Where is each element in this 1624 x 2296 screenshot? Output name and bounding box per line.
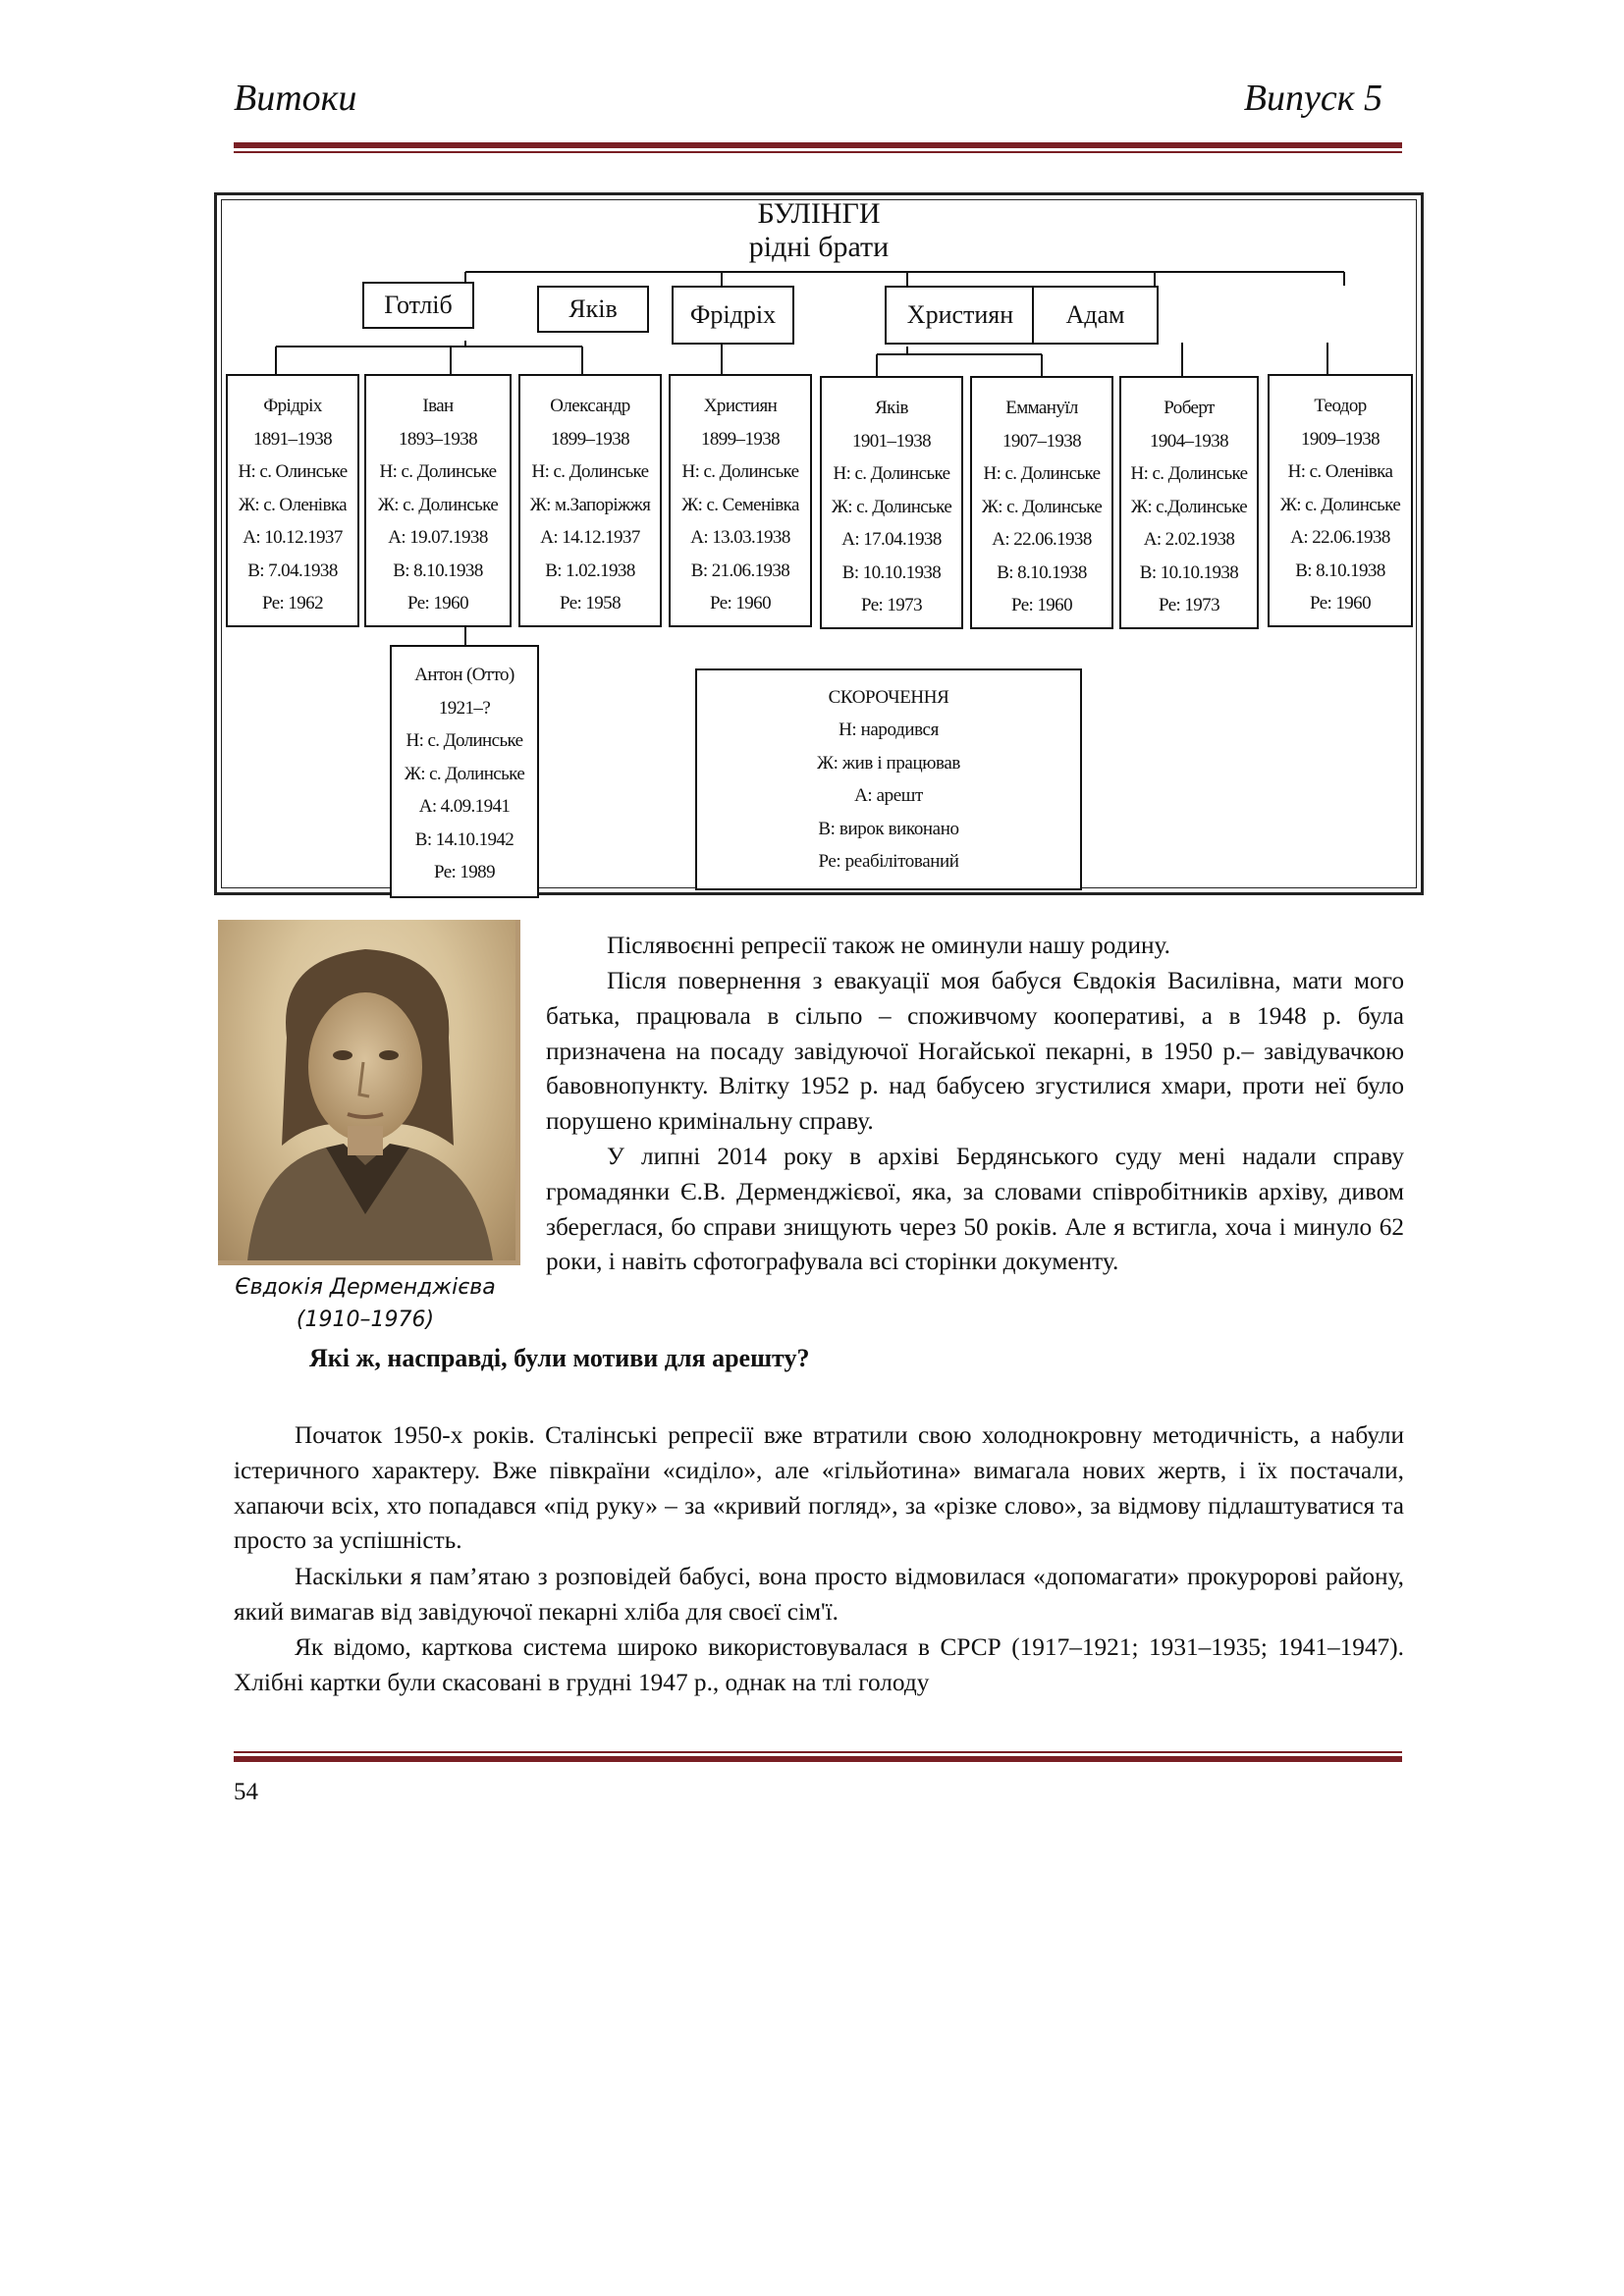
child-rehab: Ре: 1960 — [1011, 595, 1072, 615]
header-rule-thick — [234, 142, 1402, 148]
child-years: 1899–1938 — [550, 428, 630, 450]
child-rehab: Ре: 1960 — [407, 593, 468, 614]
child-born: Н: с. Долинське — [531, 461, 649, 482]
legend-title: СКОРОЧЕННЯ — [828, 686, 949, 708]
child-born: Н: с. Олинське — [238, 461, 348, 482]
child-rehab: Ре: 1960 — [1310, 593, 1371, 614]
tree-title: БУЛІНГИ — [757, 197, 881, 230]
parent-box-adam: Адам — [1032, 286, 1159, 345]
child-rehab: Ре: 1973 — [1159, 595, 1219, 615]
photo-caption-years: (1910–1976) — [296, 1308, 435, 1332]
parent-box-yakiv: Яків — [537, 286, 649, 333]
child-years: 1907–1938 — [1001, 430, 1082, 452]
paragraph-3: У липні 2014 року в архіві Бердянського суду мені надали справу громадянки Є.В. Дерменджієвої, яка, за словами співробітників архіву, дивом збереглася, бо справи знищують через 50 років. Але я встигла, хоча і минуло 62 роки, і навіть сфотографувала всі сторінки документу. — [546, 1143, 1404, 1276]
child-name: Яків — [875, 398, 908, 418]
child-rehab: Ре: 1960 — [710, 593, 771, 614]
child-arrest: А: 22.06.1938 — [1290, 527, 1390, 548]
child-box-emmanuil — [970, 376, 1113, 629]
child-sentence: В: 1.02.1938 — [545, 560, 635, 581]
child-name: Олександр — [550, 396, 630, 416]
child-name: Еммануїл — [1005, 398, 1078, 418]
child-years: 1904–1938 — [1149, 430, 1229, 452]
child-arrest: А: 4.09.1941 — [418, 796, 511, 817]
child-lived: Ж: с. Долинське — [981, 496, 1103, 517]
child-arrest: А: 13.03.1938 — [690, 527, 790, 548]
legend-item-rehab: Ре: реабілітований — [818, 851, 959, 872]
child-rehab: Ре: 1958 — [560, 593, 621, 614]
child-arrest: А: 22.06.1938 — [992, 529, 1092, 550]
child-box-hrystiyan-1899 — [669, 374, 812, 627]
child-sentence: В: 10.10.1938 — [1139, 561, 1239, 583]
child-born: Н: с. Долинське — [983, 463, 1101, 484]
child-years: 1899–1938 — [700, 428, 781, 450]
header-rule-thin — [234, 151, 1402, 153]
child-born: Н: с. Долинське — [681, 461, 799, 482]
child-name: Антон (Отто) — [414, 665, 514, 685]
page-number: 54 — [234, 1779, 258, 1805]
child-box-teodor — [1268, 374, 1413, 627]
footer-rule-thick — [234, 1756, 1402, 1762]
legend-item-arrest: А: арешт — [854, 785, 923, 806]
child-lived: Ж: с. Долинське — [404, 763, 525, 784]
child-rehab: Ре: 1989 — [434, 862, 495, 882]
parent-box-hrystiyan: Християн — [885, 286, 1036, 345]
running-header-issue: Випуск 5 — [1243, 78, 1382, 119]
portrait-photo — [218, 920, 520, 1265]
child-lived: Ж: с. Семенівка — [681, 494, 799, 515]
child-lived: Ж: м.Запоріжжя — [529, 494, 651, 515]
parent-box-gotlib: Готліб — [362, 282, 474, 329]
tree-subtitle: рідні брати — [748, 231, 890, 263]
child-sentence: В: 7.04.1938 — [247, 560, 338, 581]
paragraph-5: Наскільки я пам’ятаю з розповідей бабусі, вона просто відмовилася «допомагати» прокуророві району, який вимагав від завідуючої пекарні хліба для своєї сім'ї. — [234, 1563, 1404, 1626]
child-box-yakiv-1901 — [820, 376, 963, 629]
child-name: Іван — [422, 396, 454, 416]
portrait-image — [218, 920, 515, 1260]
child-arrest: А: 14.12.1937 — [540, 527, 640, 548]
child-rehab: Ре: 1973 — [861, 595, 922, 615]
child-box-fridrih-1891 — [226, 374, 359, 627]
child-years: 1891–1938 — [252, 428, 333, 450]
child-sentence: В: 14.10.1942 — [414, 828, 514, 850]
family-tree-diagram — [214, 192, 1424, 895]
section-heading: Які ж, насправді, були мотиви для арешту? — [309, 1344, 810, 1372]
child-born: Н: с. Долинське — [406, 730, 523, 751]
child-sentence: В: 10.10.1938 — [841, 561, 942, 583]
child-years: 1901–1938 — [851, 430, 932, 452]
child-box-ivan — [364, 374, 512, 627]
child-name: Роберт — [1164, 398, 1215, 418]
child-arrest: А: 19.07.1938 — [388, 527, 488, 548]
child-arrest: А: 2.02.1938 — [1143, 529, 1235, 550]
legend-item-born: Н: народився — [839, 720, 939, 740]
child-sentence: В: 8.10.1938 — [1295, 560, 1385, 581]
child-born: Н: с. Долинське — [1130, 463, 1248, 484]
footer-rule-thin — [234, 1751, 1402, 1753]
child-name: Християн — [703, 396, 778, 416]
child-lived: Ж: с.Долинське — [1130, 496, 1248, 517]
child-born: Н: с. Оленівка — [1287, 461, 1393, 482]
child-arrest: А: 10.12.1937 — [243, 527, 343, 548]
child-lived: Ж: с. Долинське — [377, 494, 499, 515]
child-lived: Ж: с. Оленівка — [238, 494, 348, 515]
abbreviations-legend — [695, 668, 1082, 890]
child-years: 1909–1938 — [1300, 428, 1380, 450]
child-years: 1893–1938 — [398, 428, 478, 450]
child-born: Н: с. Долинське — [833, 463, 950, 484]
legend-item-lived: Ж: жив і працював — [817, 752, 960, 774]
child-name: Фрідріх — [263, 396, 322, 416]
child-lived: Ж: с. Долинське — [1279, 494, 1401, 515]
child-name: Теодор — [1314, 396, 1367, 416]
child-lived: Ж: с. Долинське — [831, 496, 952, 517]
child-arrest: А: 17.04.1938 — [841, 529, 942, 550]
paragraph-1: Післявоєнні репресії також не оминули нашу родину. — [607, 932, 1170, 959]
child-box-oleksandr — [518, 374, 662, 627]
running-header-title: Витоки — [234, 78, 357, 119]
child-sentence: В: 8.10.1938 — [393, 560, 483, 581]
child-sentence: В: 21.06.1938 — [690, 560, 790, 581]
parent-box-fridrih: Фрідріх — [672, 286, 794, 345]
child-sentence: В: 8.10.1938 — [997, 561, 1087, 583]
paragraph-6: Як відомо, карткова система широко використовувалася в СРСР (1917–1921; 1931–1935; 1941–1947). Хлібні картки були скасовані в грудні 1947 р., однак на тлі голоду — [234, 1633, 1404, 1696]
photo-caption — [218, 1271, 513, 1336]
photo-caption-name: Євдокія Дерменджієва — [235, 1275, 496, 1300]
grandchild-box-anton — [390, 645, 539, 898]
legend-item-sentence: В: вирок виконано — [818, 818, 959, 839]
paragraph-2: Після повернення з евакуації моя бабуся Євдокія Василівна, мати мого батька, працювала в сільпо – споживчому кооперативі, а в 1948 р. була призначена на посаду завідуючої Ногайської пекарні, в 1950 р.– завідувачкою бавовнопункту. Влітку 1952 р. над бабусею згустилися хмари, проти неї було порушено кримінальну справу. — [546, 967, 1404, 1136]
child-born: Н: с. Долинське — [379, 461, 497, 482]
child-rehab: Ре: 1962 — [262, 593, 323, 614]
child-box-robert — [1119, 376, 1259, 629]
child-years: 1921–? — [438, 697, 491, 719]
paragraph-4: Початок 1950-х років. Сталінські репресії вже втратили свою холоднокровну методичність, а набули істеричного характеру. Вже півкраїни «сиділо», але «гільйотина» вимагала нових жертв, і їх постачали, хапаючи всіх, хто попадався «під руку» – за «кривий погляд», за «різке слово», за відмову підлаштуватися та просто за успішність. — [234, 1421, 1404, 1555]
